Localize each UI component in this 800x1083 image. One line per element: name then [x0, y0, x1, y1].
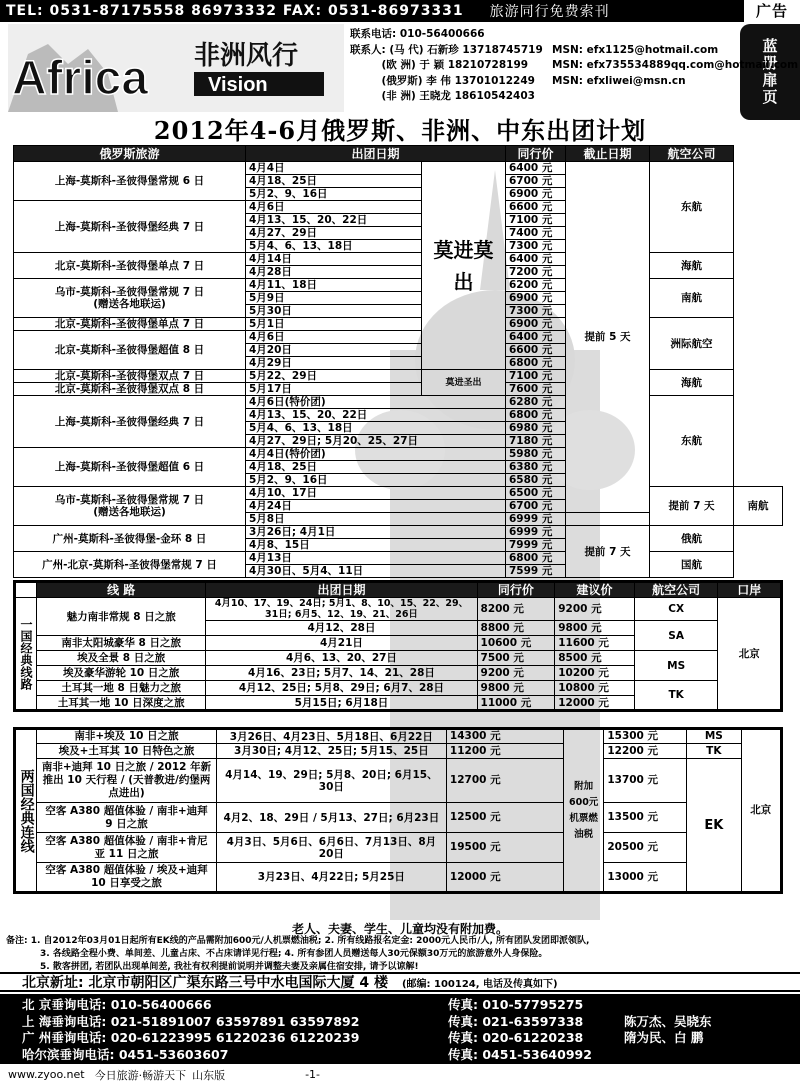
col-header-route: 线 路: [36, 582, 205, 598]
port-cell: 北京: [718, 598, 782, 711]
col-header-airline: 航空公司: [634, 582, 718, 598]
branch-row: 广 州垂询电话: 020-61223995 61220236 61220239 传真: 020-61220238 隋为民、白 鹏: [22, 1030, 704, 1045]
airline-cell: 海航: [650, 370, 734, 396]
route-name: 南非+埃及 10 日之旅: [37, 729, 217, 744]
route-name: 乌市-莫斯科-圣彼得堡常规 7 日 (赠送各地联运): [14, 487, 246, 526]
col-header-route: 俄罗斯旅游: [14, 146, 246, 162]
route-name: 土耳其一地 8 日魅力之旅: [36, 681, 205, 696]
route-name: 上海-莫斯科-圣彼得堡超值 6 日: [14, 448, 246, 487]
route-name: 魅力南非常规 8 日之旅: [36, 598, 205, 636]
route-name: 上海-莫斯科-圣彼得堡常规 6 日: [14, 162, 246, 201]
africa-vision-logo: [8, 24, 344, 112]
fuel-surcharge-note: 附加600元机票燃油税: [563, 729, 603, 893]
route-name: 上海-莫斯科-圣彼得堡经典 7 日: [14, 396, 246, 448]
route-name: 北京-莫斯科-圣彼得堡单点 7 日: [14, 253, 246, 279]
airline-cell: MS: [687, 729, 741, 744]
route-name: 空客 A380 超值体验 / 南非+肯尼亚 11 日之旅: [37, 833, 217, 863]
top-contact-text: TEL: 0531-87175558 86973332 FAX: 0531-86973331: [6, 3, 464, 19]
branch-row: 北 京垂询电话: 010-56400666 传真: 010-57795275: [22, 997, 584, 1012]
remark-line: 备注: 1. 自2012年03月01日起所有EK线的产品需附加600元/人机票燃油税; 2. 所有线路报名定金: 2000元人民币/人, 所有团队发团即派领队,: [6, 936, 590, 946]
route-name: 埃及全景 8 日之旅: [36, 651, 205, 666]
ad-badge: 广告: [744, 0, 800, 22]
airline-cell: 洲际航空: [650, 318, 734, 370]
col-header-price: 同行价: [477, 582, 555, 598]
contact-row: (欧 洲) 于 颖 18210728199 MSN: efx735534889qq.com@hotmail.com: [350, 59, 799, 71]
remark-line: 5. 散客拼团, 若团队出现单间差, 我社有权利提前说明并调整夫妻及亲属住宿安排, 请予以谅解!: [40, 962, 419, 972]
logo-word: Africa: [12, 52, 149, 105]
russia-tour-table: 俄罗斯旅游 出团日期 同行价 截止日期 航空公司 上海-莫斯科-圣彼得堡常规 6 日 4月4日 莫进莫出 6400 元 提前 5 天 东航 4月18、25日 6700 元 5月2、9、16日 6900 元 上海-莫斯科-圣彼得堡经典 7 日 4月6日 6600 元 4月13、15、20、22日 7100 元 4月27、29日 7400 元 5月4、6、13、18日 7300 元 北京-莫斯科-圣彼得堡单点 7 日 4月14日 6400 元 海航 4月28日 7200 元 乌市-莫斯科-圣彼得堡常规 7 日 (赠送各地联运) 4月11、18日 6200 元 南航 5月9日 6900 元 5月30日 7300 元 北京-莫斯科-圣彼得堡单点 7 日 5月1日 6900 元 洲际航空 北京-莫斯科-圣彼得堡超值 8 日 4月6日 6400 元 4月20日 6600 元 4月29日 6800 元 北京-莫斯科-圣彼得堡双点 7 日 5月22、29日 莫进圣出 7100 元 海航 北京-莫斯科-圣彼得堡双点 8 日 5月17日 7600 元 上海-莫斯科-圣彼得堡经典 7 日 4月6日(特价团) 6280 元 东航 4月13、15、20、22日 6800 元 5月4、6、13、18日 6980 元 4月27、29日; 5月20、25、27日 7180 元 上海-莫斯科-圣彼得堡超值 6 日 4月4日(特价团) 5980 元 4月18、25日 6380 元 5月2、9、16日 6580 元 乌市-莫斯科-圣彼得堡常规 7 日 (赠送各地联运) 4月10、17日 6500 元 提前 7 天 南航 4月24日 6700 元 5月8日 6999 元 广州-莫斯科-圣彼得堡-金环 8 日 3月26日; 4月1日 6999 元 提前 7 天 俄航 4月8、15日 7999 元 广州-北京-莫斯科-圣彼得堡常规 7 日 4月13日 6800 元 国航 4月30日、5月4、11日 7599 元: [13, 145, 783, 578]
route-name: 上海-莫斯科-圣彼得堡经典 7 日: [14, 201, 246, 253]
africa-two-country-table: 两国经典连线 南非+埃及 10 日之旅 3月26日、4月23日、5月18日、6月22日 14300 元 附加600元机票燃油税 15300 元 MS 北京 埃及+土耳其 10 日特色之旅 3月30日; 4月12、25日; 5月15、25日 11200 元 12200 元 TK 南非+迪拜 10 日之旅 / 2012 年新推出 10 天行程 / (天普教进/约堡两点进出) 4月14、19、29日; 5月8、20日; 6月15、30日 12700 元 13700 元 EK 空客 A380 超值体验 / 南非+迪拜 9 日之旅 4月2、18、29日 / 5月13、27日; 6月23日 12500 元 13500 元 空客 A380 超值体验 / 南非+肯尼亚 11 日之旅 4月3日、5月6日、6月6日、7月13日、8月20日 19500 元 20500 元 空客 A380 超值体验 / 埃及+迪拜 10 日享受之旅 3月23日、4月22日; 5月25日 12000 元 13000 元: [13, 727, 783, 894]
port-cell: 北京: [741, 729, 781, 893]
address-main: 北京新址: 北京市朝阳区广渠东路三号中水电国际大厦 4 楼: [22, 975, 388, 991]
route-name: 北京-莫斯科-圣彼得堡双点 7 日: [14, 370, 246, 383]
deadline-7-days: 提前 7 天: [650, 487, 734, 526]
route-name: 北京-莫斯科-圣彼得堡超值 8 日: [14, 331, 246, 370]
side-tab-label: 蓝册扉页: [740, 24, 800, 120]
africa-one-country-table: 线 路 出团日期 同行价 建议价 航空公司 口岸 一国经典线路 魅力南非常规 8 日之旅 4月10、17、19、24日; 5月1、8、10、15、22、29、31日; 6月5、12、19、21、26日 8200 元 9200 元 CX 北京 4月12、28日 8800 元 9800 元 SA 南非太阳城豪华 8 日之旅 4月21日 10600 元 11600 元 埃及全景 8 日之旅 4月6、13、20、27日 7500 元 8500 元 MS 埃及豪华游轮 10 日之旅 4月16、23日; 5月7、14、21、28日 9200 元 10200 元 土耳其一地 8 日魅力之旅 4月12、25日; 5月8、29日; 6月7、28日 9800 元 10800 元 TK 土耳其一地 10 日深度之旅 5月15日; 6月18日 11000 元 12000 元: [13, 580, 783, 712]
address-note: (邮编: 100124, 电话及传真如下): [401, 978, 558, 990]
route-name: 广州-莫斯科-圣彼得堡-金环 8 日: [14, 526, 246, 552]
col-header-suggest: 建议价: [555, 582, 635, 598]
airline-cell: CX: [634, 598, 718, 621]
deadline-7-days: 提前 7 天: [566, 526, 650, 578]
airline-cell: 东航: [650, 162, 734, 253]
contact-row: (非 洲) 王晓龙 18610542403: [350, 90, 535, 102]
top-contact-bar: [0, 0, 800, 22]
remark-line: 3. 各线路全程小费、单间差、儿童占床、不占床请详见行程; 4. 所有参团人员赠送每人30元保额30万元的旅游意外人身保险。: [40, 949, 548, 959]
remarks: [6, 935, 796, 974]
contact-persons: [350, 27, 798, 105]
branch-row: 哈尔滨垂询电话: 0451-53603607 传真: 0451-53640992: [22, 1046, 592, 1062]
route-name: 北京-莫斯科-圣彼得堡双点 8 日: [14, 383, 246, 396]
route-name: 埃及豪华游轮 10 日之旅: [36, 666, 205, 681]
moscow-in-out-note: 莫进莫出: [422, 162, 506, 370]
route-name: 北京-莫斯科-圣彼得堡单点 7 日: [14, 318, 246, 331]
route-name: 土耳其一地 10 日深度之旅: [36, 696, 205, 711]
branch-phone-lines: [0, 994, 800, 1064]
col-header-port: 口岸: [718, 582, 782, 598]
page-title: 2012年4-6月俄罗斯、非洲、中东出团计划: [153, 116, 647, 145]
page-footer: [0, 1066, 800, 1083]
col-header-price: 同行价: [506, 146, 566, 162]
col-header-date: 出团日期: [246, 146, 506, 162]
footer-site: www.zyoo.net: [8, 1068, 85, 1081]
page-number: -1-: [305, 1068, 321, 1081]
footer-slogan: 今日旅游·畅游天下: [94, 1068, 187, 1082]
col-header-airline: 航空公司: [650, 146, 734, 162]
top-tagline: 旅游同行免费索刊: [489, 4, 610, 20]
footer-edition: 山东版: [192, 1068, 226, 1082]
section-title: 一国经典线路: [15, 598, 37, 711]
route-name: 空客 A380 超值体验 / 埃及+迪拜 10 日享受之旅: [37, 863, 217, 893]
deadline-5-days: 提前 5 天: [566, 162, 650, 513]
branch-row: 上 海垂询电话: 021-51891007 63597891 63597892 传真: 021-63597338 陈万杰、吴晓东: [22, 1013, 712, 1029]
office-address: [0, 972, 800, 992]
contact-row: 联系人: (马 代) 石新珍 13718745719 MSN: efx1125@hotmail.com: [350, 43, 719, 56]
contact-row: 联系电话: 010-56400666: [350, 28, 485, 40]
airline-cell: 南航: [734, 487, 783, 526]
logo-vision: Vision: [208, 74, 268, 96]
no-surcharge-note: 老人、夫妻、学生、儿童均没有附加费。: [291, 922, 508, 936]
route-name: 埃及+土耳其 10 日特色之旅: [37, 744, 217, 759]
col-header-date: 出团日期: [206, 582, 477, 598]
route-name: 乌市-莫斯科-圣彼得堡常规 7 日 (赠送各地联运): [14, 279, 246, 318]
airline-cell: 俄航: [650, 526, 734, 552]
moscow-in-stpete-out-note: 莫进圣出: [422, 370, 506, 396]
airline-cell: 海航: [650, 253, 734, 279]
contact-row: (俄罗斯) 李 伟 13701012249 MSN: efxliwei@msn.cn: [350, 74, 686, 87]
col-header-deadline: 截止日期: [566, 146, 650, 162]
route-name: 南非+迪拜 10 日之旅 / 2012 年新推出 10 天行程 / (天普教进/约堡两点进出): [37, 759, 217, 803]
logo-graphic: [8, 24, 344, 112]
route-name: 广州-北京-莫斯科-圣彼得堡常规 7 日: [14, 552, 246, 578]
airline-cell: 南航: [650, 279, 734, 318]
route-name: 空客 A380 超值体验 / 南非+迪拜 9 日之旅: [37, 803, 217, 833]
section-title: 两国经典连线: [15, 729, 37, 893]
logo-cn: 非洲风行: [194, 41, 299, 71]
airline-cell: 国航: [650, 552, 734, 578]
airline-cell: 东航: [650, 396, 734, 487]
route-name: 南非太阳城豪华 8 日之旅: [36, 636, 205, 651]
